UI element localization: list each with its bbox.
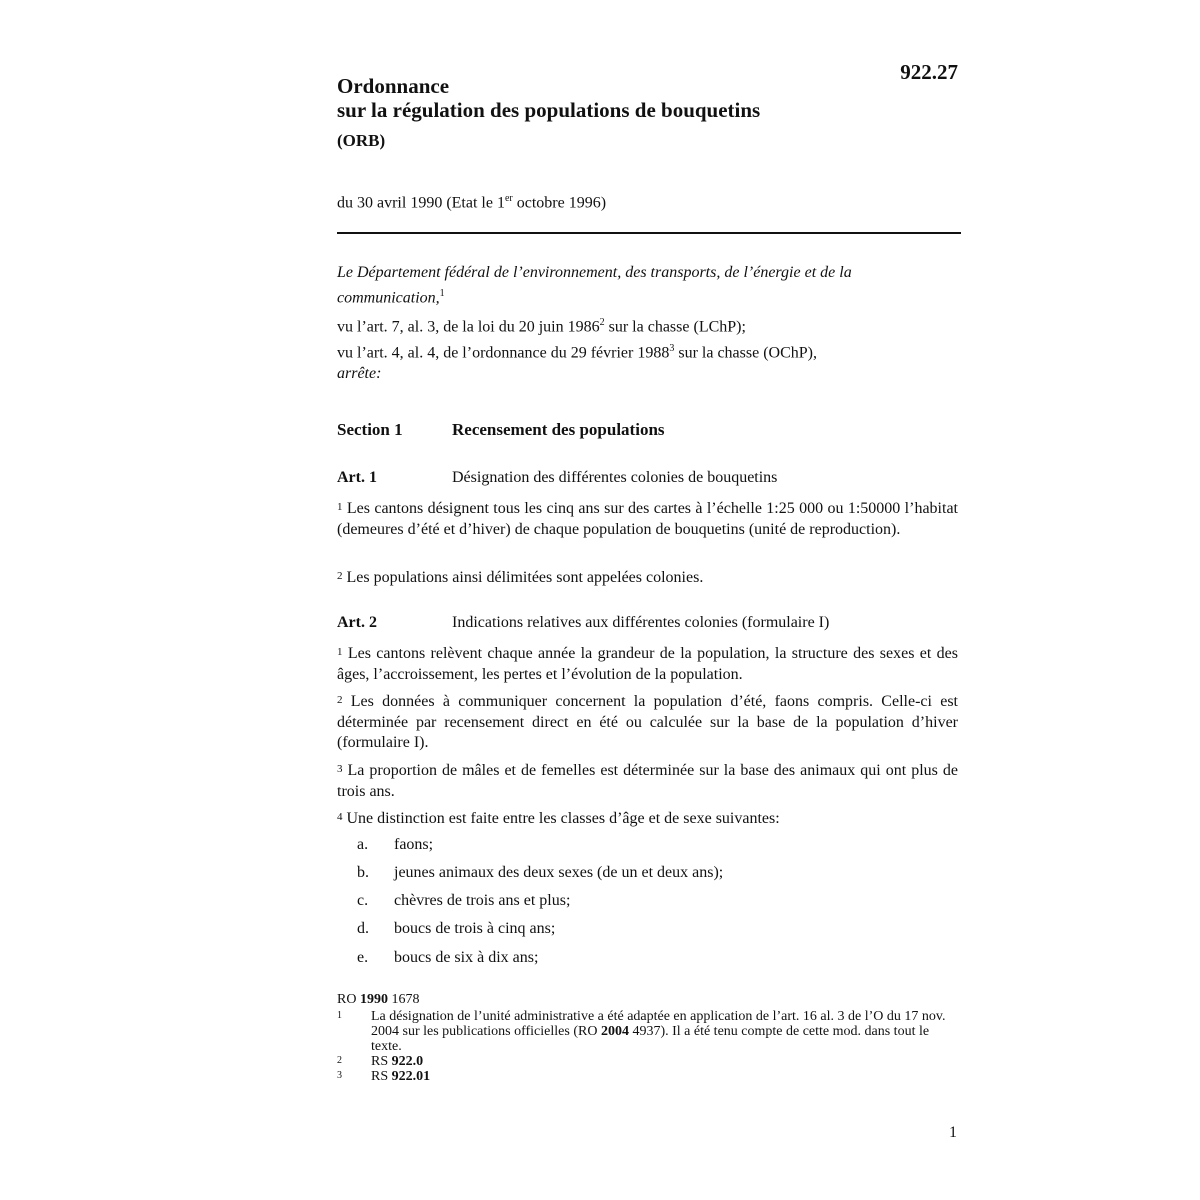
art-2-label: Art. 2 [337, 614, 377, 631]
footnote-ref-1[interactable]: 1 [439, 288, 445, 299]
footnote-1-number: 1 [337, 1010, 342, 1021]
art-1-para-1 [337, 497, 958, 540]
footnote-2 [337, 1054, 947, 1069]
document-page [337, 0, 961, 1200]
list-text: faons; [394, 836, 434, 853]
art-1-para-2-number: 2 [337, 570, 343, 582]
art-2-para-1-number: 1 [337, 646, 343, 658]
footnote-2-prefix: RS [371, 1054, 392, 1069]
header-rule [337, 232, 961, 234]
date-line [337, 193, 606, 212]
date-superscript: er [504, 193, 513, 204]
list-letter: a. [357, 836, 369, 853]
art-2-heading [337, 614, 961, 632]
art-2-para-1 [337, 642, 958, 685]
art-2-para-3-number: 3 [337, 763, 343, 775]
list-text: boucs de trois à cinq ans; [394, 920, 556, 937]
footnote-2-number: 2 [337, 1055, 342, 1066]
footnote-ref-2[interactable]: 2 [599, 317, 605, 329]
footnote-3-number: 3 [337, 1070, 342, 1081]
list-item [357, 920, 555, 938]
title-line-2: sur la régulation des populations de bouquetins [337, 98, 761, 122]
ro-reference [337, 992, 947, 1007]
footnote-1-text-a: La désignation de l’unité administrative a été adaptée en application de l’art. 16 al. 3 de l’O du 17 nov. 2004 sur les publications officielles (RO [371, 1009, 946, 1039]
list-item [357, 949, 538, 967]
list-letter: c. [357, 892, 369, 909]
footnote-ref-3[interactable]: 3 [669, 342, 675, 354]
date-prefix: du 30 avril 1990 (Etat le 1 [337, 194, 505, 212]
vu-2-text-a: vu l’art. 4, al. 4, de l’ordonnance du 29 février 1988 [337, 343, 670, 361]
preamble-authority: Le Département fédéral de l’environnement, des transports, de l’énergie et de la communication, [337, 264, 852, 307]
vu-1-text-a: vu l’art. 7, al. 3, de la loi du 20 juin 1986 [337, 318, 600, 336]
footnote-1-year: 2004 [600, 1024, 629, 1039]
vu-2-text-b: sur la chasse (OChP), [674, 343, 817, 361]
art-2-para-2 [337, 690, 958, 754]
list-text: boucs de six à dix ans; [394, 949, 539, 966]
ro-prefix: RO [337, 992, 360, 1007]
art-2-para-2-text: Les données à communiquer concernent la population d’été, faons compris. Celle-ci est déterminée par recensement direct en été ou calculée sur la base de la population d’hiver (formulaire I). [337, 693, 958, 751]
list-letter: d. [357, 920, 369, 937]
ro-year: 1990 [359, 992, 388, 1007]
footnote-3 [337, 1069, 947, 1084]
page-number: 1 [949, 1124, 957, 1141]
footnote-3-ref: 922.01 [391, 1069, 431, 1084]
art-2-para-4 [337, 807, 958, 830]
preamble [337, 262, 957, 384]
list-item [357, 836, 433, 854]
list-text: jeunes animaux des deux sexes (de un et deux ans); [394, 864, 724, 881]
arrete: arrête: [337, 364, 382, 382]
section-1-heading [337, 420, 961, 440]
section-1-label: Section 1 [337, 420, 403, 439]
art-1-para-1-text: Les cantons désignent tous les cinq ans sur des cartes à l’échelle 1:25 000 ou 1:50000 l’habitat (demeures d’été et d’hiver) de chaque population de bouquetins (unité de reproduction). [337, 500, 958, 538]
art-1-heading [337, 469, 961, 487]
list-item [357, 864, 723, 882]
art-1-para-1-number: 1 [337, 501, 343, 513]
footnote-2-ref: 922.0 [391, 1054, 424, 1069]
list-item [357, 892, 570, 910]
vu-1-text-b: sur la chasse (LChP); [604, 318, 746, 336]
list-letter: e. [357, 949, 369, 966]
footnotes [337, 992, 947, 1084]
art-2-para-2-number: 2 [337, 694, 343, 706]
list-letter: b. [357, 864, 369, 881]
title-line-1: Ordonnance [337, 74, 450, 98]
ro-page: 1678 [387, 992, 420, 1007]
art-2-para-3-text: La proportion de mâles et de femelles est déterminée sur la base des animaux qui ont plus de trois ans. [337, 762, 958, 800]
art-2-para-3 [337, 759, 958, 802]
date-suffix: octobre 1996) [512, 194, 607, 212]
art-2-para-4-text: Une distinction est faite entre les classes d’âge et de sexe suivantes: [342, 810, 780, 827]
art-2-para-1-text: Les cantons relèvent chaque année la grandeur de la population, la structure des sexes et des âges, l’accroissement, les pertes et l’évolution de la population. [337, 645, 958, 683]
footnote-3-prefix: RS [371, 1069, 392, 1084]
section-1-title: Recensement des populations [452, 420, 665, 439]
sr-number: 922.27 [900, 60, 958, 84]
footnote-1 [337, 1009, 947, 1054]
art-2-para-4-number: 4 [337, 811, 343, 823]
title-abbreviation: (ORB) [337, 131, 386, 150]
art-1-para-2-text: Les populations ainsi délimitées sont appelées colonies. [342, 569, 704, 586]
art-1-para-2 [337, 566, 958, 589]
art-1-label: Art. 1 [337, 469, 377, 486]
footnote-1-text-b: 4937). Il a été tenu compte de cette mod. dans tout le texte. [371, 1024, 930, 1054]
art-2-title: Indications relatives aux différentes colonies (formulaire I) [452, 614, 830, 631]
art-1-title: Désignation des différentes colonies de bouquetins [452, 469, 778, 486]
list-text: chèvres de trois ans et plus; [394, 892, 571, 909]
